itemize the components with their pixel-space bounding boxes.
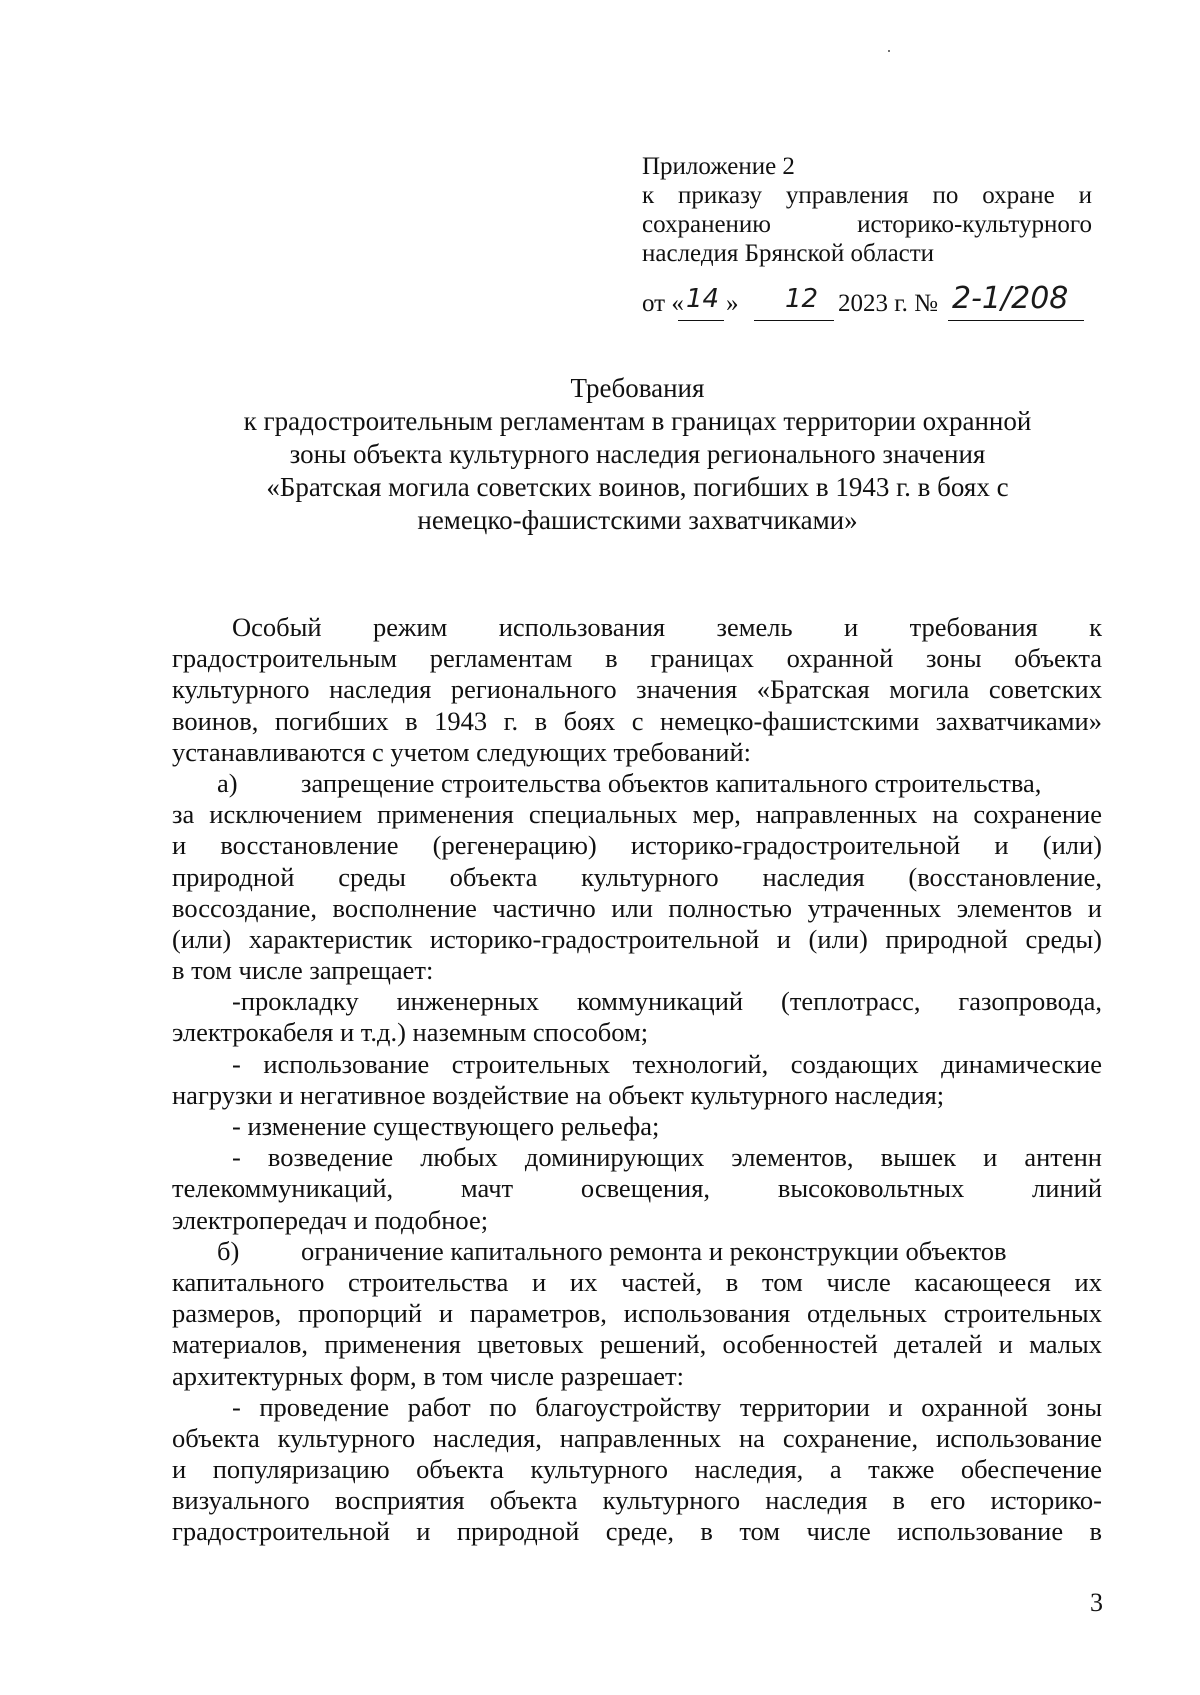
body-line: размеров, пропорций и параметров, использования отдельных строительных: [172, 1298, 1102, 1329]
order-date-number: [642, 281, 1102, 330]
number-underline: [948, 320, 1084, 321]
order-number: 2-1/208: [952, 281, 1069, 316]
item-b-row: [172, 1236, 1102, 1267]
appendix-title: Приложение 2: [642, 153, 795, 180]
month-underline: [754, 320, 834, 321]
item-b-label: б): [217, 1235, 240, 1266]
scan-speck: [888, 50, 890, 52]
body-line: за исключением применения специальных мер, направленных на сохранение: [172, 799, 1102, 830]
body-line: ограничение капитального ремонта и реконструкции объектов: [301, 1235, 1007, 1266]
document-title: [170, 372, 1105, 537]
body-line: электрокабеля и т.д.) наземным способом;: [172, 1017, 649, 1048]
appendix-line-4: наследия Брянской области: [642, 240, 935, 267]
body-line: нагрузки и негативное воздействие на объект культурного наследия;: [172, 1079, 945, 1110]
body-line: запрещение строительства объектов капитального строительства,: [301, 767, 1042, 798]
body-line: - проведение работ по благоустройству территории и охранной зоны: [232, 1391, 1102, 1422]
title-line-3: «Братская могила советских воинов, погибших в 1943 г. в боях с: [266, 472, 1009, 502]
body-line: Особый режим использования земель и требования к: [232, 612, 1102, 642]
body-line: телекоммуникаций, мачт освещения, высоковольтных линий: [172, 1173, 1102, 1204]
appendix-line-2: к приказу управления по охране и: [642, 182, 1092, 209]
body-line: культурного наследия регионального значения «Братская могила советских: [172, 674, 1102, 705]
body-line: устанавливаются с учетом следующих требований:: [172, 736, 752, 767]
body-line: -прокладку инженерных коммуникаций (теплотрасс, газопровода,: [232, 986, 1102, 1017]
body-line: и популяризацию объекта культурного наследия, а также обеспечение: [172, 1454, 1102, 1485]
page-number: 3: [1090, 1588, 1103, 1617]
title-heading: Требования: [570, 373, 705, 403]
body-line: и восстановление (регенерацию) историко-градостроительной и (или): [172, 830, 1102, 861]
item-a-row: [172, 768, 1102, 799]
body-line: - использование строительных технологий, создающих динамические: [232, 1048, 1102, 1079]
appendix-line-3: сохранению историко-культурного: [642, 211, 1092, 238]
order-prefix: от «: [642, 290, 684, 317]
body-line: электропередач и подобное;: [172, 1204, 489, 1235]
day-underline: [678, 320, 724, 321]
body-line: визуального восприятия объекта культурного наследия в его историко-: [172, 1485, 1102, 1516]
order-mid: »: [726, 290, 739, 317]
body-line: - возведение любых доминирующих элементов, вышек и антенн: [232, 1142, 1102, 1173]
document-body: [172, 612, 1102, 1548]
appendix-header: [642, 152, 1092, 268]
body-line: (или) характеристик историко-градостроительной и (или) природной среды): [172, 923, 1102, 954]
body-line: в том числе запрещает:: [172, 955, 434, 986]
body-line: объекта культурного наследия, направленных на сохранение, использование: [172, 1422, 1102, 1453]
body-line: архитектурных форм, в том числе разрешает:: [172, 1360, 684, 1391]
title-line-2: зоны объекта культурного наследия регионального значения: [289, 439, 986, 469]
body-line: градостроительной и природной среде, в том числе использование в: [172, 1516, 1102, 1547]
body-line: природной среды объекта культурного наследия (восстановление,: [172, 861, 1102, 892]
body-line: - изменение существующего рельефа;: [232, 1111, 660, 1141]
order-year: 2023 г. №: [838, 290, 939, 317]
item-a-label: а): [217, 767, 238, 798]
order-month: 12: [785, 284, 819, 314]
body-line: капитального строительства и их частей, в том числе касающееся их: [172, 1266, 1102, 1297]
title-line-1: к градостроительным регламентам в границах территории охранной: [243, 406, 1032, 436]
body-line: градостроительным регламентам в границах охранной зоны объекта: [172, 643, 1102, 674]
body-line: материалов, применения цветовых решений, особенностей деталей и малых: [172, 1329, 1102, 1360]
order-day: 14: [686, 284, 720, 314]
body-line: воссоздание, восполнение частично или полностью утраченных элементов и: [172, 892, 1102, 923]
body-line: воинов, погибших в 1943 г. в боях с немецко-фашистскими захватчиками»: [172, 705, 1102, 736]
title-line-4: немецко-фашистскими захватчиками»: [417, 505, 858, 535]
